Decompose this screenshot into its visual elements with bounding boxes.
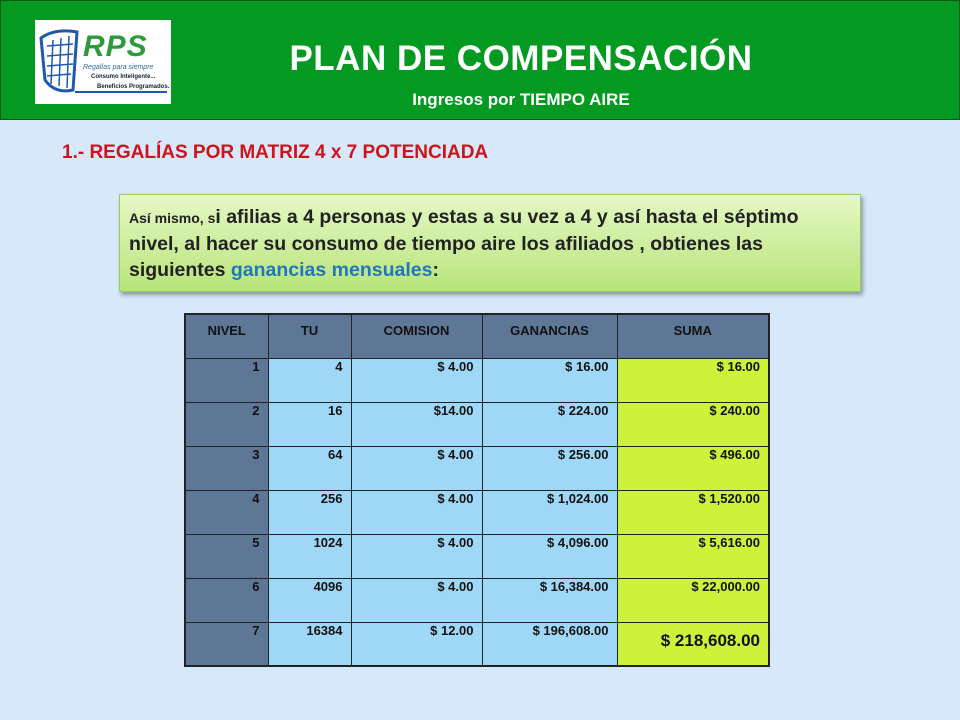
logo-line-1: Consumo Inteligente... bbox=[91, 74, 156, 80]
cell-comision: $ 4.00 bbox=[351, 534, 482, 578]
section-heading: 1.- REGALÍAS POR MATRIZ 4 x 7 POTENCIADA bbox=[62, 142, 489, 163]
header-comision: COMISION bbox=[351, 314, 482, 358]
cell-ganancias: $ 16,384.00 bbox=[482, 578, 617, 622]
header-ganancias: GANANCIAS bbox=[482, 314, 617, 358]
page-subtitle: Ingresos por TIEMPO AIRE bbox=[412, 90, 630, 109]
callout-part-1: Así mismo, s bbox=[129, 210, 216, 226]
cell-nivel: 5 bbox=[185, 534, 268, 578]
cell-ganancias: $ 1,024.00 bbox=[482, 490, 617, 534]
cell-nivel: 2 bbox=[185, 402, 268, 446]
cell-tu: 1024 bbox=[268, 534, 351, 578]
cell-comision: $ 12.00 bbox=[351, 622, 482, 666]
cell-comision: $ 4.00 bbox=[351, 578, 482, 622]
cell-ganancias: $ 4,096.00 bbox=[482, 534, 617, 578]
cell-nivel: 3 bbox=[185, 446, 268, 490]
logo-brand-text: RPS bbox=[83, 30, 148, 63]
company-logo bbox=[35, 20, 171, 104]
header-nivel: NIVEL bbox=[185, 314, 268, 358]
cell-suma: $ 240.00 bbox=[617, 402, 769, 446]
cell-tu: 4096 bbox=[268, 578, 351, 622]
cell-comision: $ 4.00 bbox=[351, 446, 482, 490]
compensation-table bbox=[184, 313, 770, 667]
cell-comision: $14.00 bbox=[351, 402, 482, 446]
table-header-row bbox=[185, 314, 769, 358]
cell-tu: 256 bbox=[268, 490, 351, 534]
cell-comision: $ 4.00 bbox=[351, 490, 482, 534]
cell-suma: $ 5,616.00 bbox=[617, 534, 769, 578]
cell-ganancias: $ 224.00 bbox=[482, 402, 617, 446]
cell-tu: 16384 bbox=[268, 622, 351, 666]
cell-nivel: 6 bbox=[185, 578, 268, 622]
table-row bbox=[185, 358, 769, 402]
table-row bbox=[185, 622, 769, 666]
table-row bbox=[185, 402, 769, 446]
cell-suma: $ 1,520.00 bbox=[617, 490, 769, 534]
header-bar bbox=[0, 0, 960, 120]
table-row bbox=[185, 490, 769, 534]
callout-highlight: ganancias mensuales bbox=[230, 259, 433, 281]
cell-nivel: 7 bbox=[185, 622, 268, 666]
cell-suma-total: $ 218,608.00 bbox=[617, 622, 769, 666]
cell-suma: $ 16.00 bbox=[617, 358, 769, 402]
callout-end: : bbox=[432, 259, 439, 281]
table-row bbox=[185, 534, 769, 578]
header-tu: TU bbox=[268, 314, 351, 358]
cell-tu: 16 bbox=[268, 402, 351, 446]
page-title: PLAN DE COMPENSACIÓN bbox=[289, 39, 753, 78]
table-row bbox=[185, 446, 769, 490]
cell-comision: $ 4.00 bbox=[351, 358, 482, 402]
cell-ganancias: $ 256.00 bbox=[482, 446, 617, 490]
cell-suma: $ 22,000.00 bbox=[617, 578, 769, 622]
cell-ganancias: $ 16.00 bbox=[482, 358, 617, 402]
cell-nivel: 1 bbox=[185, 358, 268, 402]
cell-nivel: 4 bbox=[185, 490, 268, 534]
cell-ganancias: $ 196,608.00 bbox=[482, 622, 617, 666]
cell-tu: 4 bbox=[268, 358, 351, 402]
callout-box bbox=[119, 194, 861, 292]
logo-line-2: Beneficios Programados. bbox=[97, 84, 170, 90]
header-suma: SUMA bbox=[617, 314, 769, 358]
cell-suma: $ 496.00 bbox=[617, 446, 769, 490]
callout-part-2: i afilias a 4 personas y estas a su vez a 4 y así hasta el séptimo nivel, al hacer su consumo de tiempo aire los afiliados , obtienes las siguientes bbox=[129, 206, 799, 281]
logo-tagline: Regalías para siempre bbox=[83, 64, 154, 71]
table-row bbox=[185, 578, 769, 622]
cell-tu: 64 bbox=[268, 446, 351, 490]
